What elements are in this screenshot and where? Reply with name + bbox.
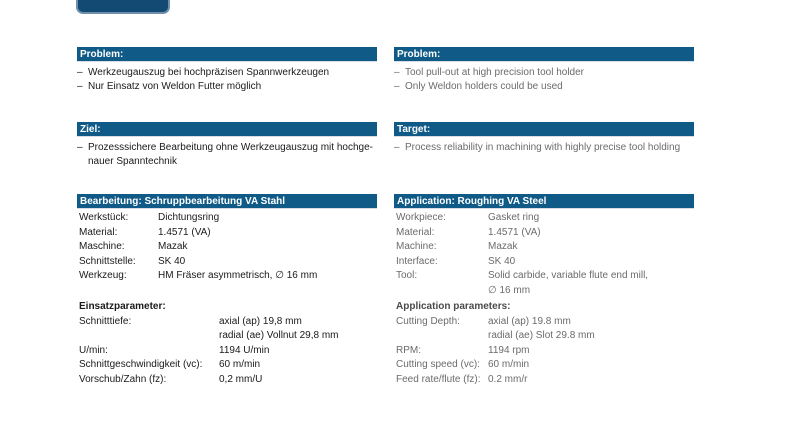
table-row: U/min: 1194 U/min <box>79 344 270 356</box>
problem-header: Problem: <box>394 47 694 62</box>
table-row: Maschine: Mazak <box>79 241 188 252</box>
table-row: Feed rate/flute (fz): 0.2 mm/r <box>396 373 528 385</box>
list-item: – Nur Einsatz von Weldon Futter möglich <box>77 81 262 92</box>
application-parameters <box>396 300 694 387</box>
goal-header: Target: <box>394 122 694 137</box>
machining-details <box>79 211 377 284</box>
table-row: Schnittstelle: SK 40 <box>79 255 186 267</box>
list-item: – Only Weldon holders could be used <box>394 81 563 92</box>
machining-details <box>396 211 694 298</box>
problem-list <box>77 66 377 94</box>
table-row: Vorschub/Zahn (fz): 0,2 mm/U <box>79 373 263 385</box>
table-row: Workpiece: Gasket ring <box>396 212 540 223</box>
application-parameters <box>79 300 377 387</box>
table-row: Schnitttiefe: axial (ap) 19,8 mm <box>79 315 302 327</box>
table-row: Machine: Mazak <box>396 241 518 252</box>
table-row: ∅ 16 mm <box>488 284 531 296</box>
table-row: Werkstück: Dichtungsring <box>79 212 220 223</box>
table-row: Tool: Solid carbide, variable flute end mill, <box>396 270 649 281</box>
problem-list <box>394 66 694 94</box>
goal-list <box>77 141 377 169</box>
logo-tab <box>76 0 170 14</box>
table-row: Material: 1.4571 (VA) <box>79 226 211 238</box>
goal-list <box>394 141 694 155</box>
table-row: Werkzeug: HM Fräser asymmetrisch, ∅ 16 mm <box>79 270 318 281</box>
goal-header: Ziel: <box>77 122 377 137</box>
table-row: Schnittgeschwindigkeit (vc): 60 m/min <box>79 359 261 370</box>
list-item: – Tool pull-out at high precision tool holder <box>394 67 584 78</box>
table-row: radial (ae) Slot 29.8 mm <box>488 330 595 341</box>
table-row: radial (ae) Vollnut 29,8 mm <box>219 330 339 341</box>
machining-header: Bearbeitung: Schruppbearbeitung VA Stahl <box>77 194 377 209</box>
machining-header: Application: Roughing VA Steel <box>394 194 694 209</box>
table-row: Material: 1.4571 (VA) <box>396 226 541 238</box>
table-row: RPM: 1194 rpm <box>396 344 530 356</box>
table-row: Cutting speed (vc): 60 m/min <box>396 359 530 370</box>
problem-header: Problem: <box>77 47 377 62</box>
list-item-continued: nauer Spanntechnik <box>88 156 177 167</box>
parameters-title: Einsatzparameter: <box>79 301 166 312</box>
list-item: – Werkzeugauszug bei hochpräzisen Spannwerkzeugen <box>77 67 330 78</box>
table-row: Cutting Depth: axial (ap) 19.8 mm <box>396 315 571 327</box>
table-row: Interface: SK 40 <box>396 255 516 267</box>
list-item: – Process reliability in machining with highly precise tool holding <box>394 142 681 153</box>
parameters-title: Application parameters: <box>396 301 511 312</box>
list-item: – Prozesssichere Bearbeitung ohne Werkzeugauszug mit hochge- <box>77 142 373 153</box>
